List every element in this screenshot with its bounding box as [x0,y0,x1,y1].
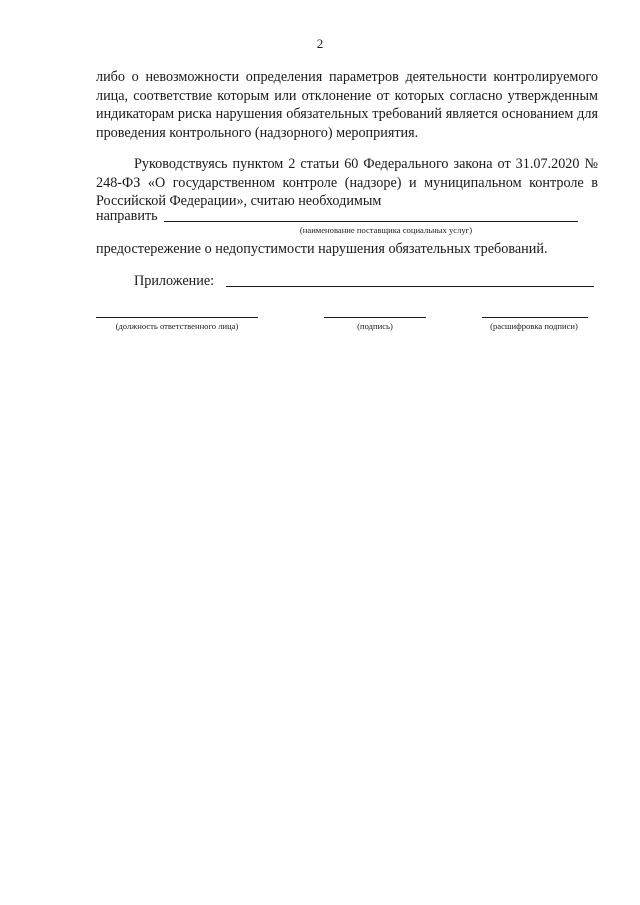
supplier-name-caption: (наименование поставщика социальных услуг) [299,225,473,235]
position-caption: (должность ответственного лица) [115,321,239,331]
signature-caption: (подпись) [357,321,393,331]
position-blank [96,317,258,318]
signature-decoding-caption: (расшифровка подписи) [490,321,578,331]
attachment-label: Приложение: [134,273,215,289]
attachment-line [134,272,594,290]
paragraph-legal-basis: Руководствуясь пунктом 2 статьи 60 Федерального закона от 31.07.2020 № 248-ФЗ «О государственном контроле (надзоре) и муниципальном контроле в Российской Федерации», считаю необходимым [96,156,598,210]
signature-blank [324,317,426,318]
paragraph-indicators: либо о невозможности определения параметров деятельности контролируемого лица, соответствие которым или отклонение от которых согласно утвержденным индикаторам риска нарушения обязательных требований является основанием для проведения контрольного (надзорного) мероприятия. [96,69,598,141]
supplier-name-blank [164,221,578,222]
signature-decoding-blank [482,317,588,318]
send-word: направить [96,208,158,224]
page-number: 2 [316,36,324,51]
attachment-blank [226,286,594,287]
send-line [96,207,598,225]
warning-text: предостережение о недопустимости нарушения обязательных требований. [96,241,548,257]
